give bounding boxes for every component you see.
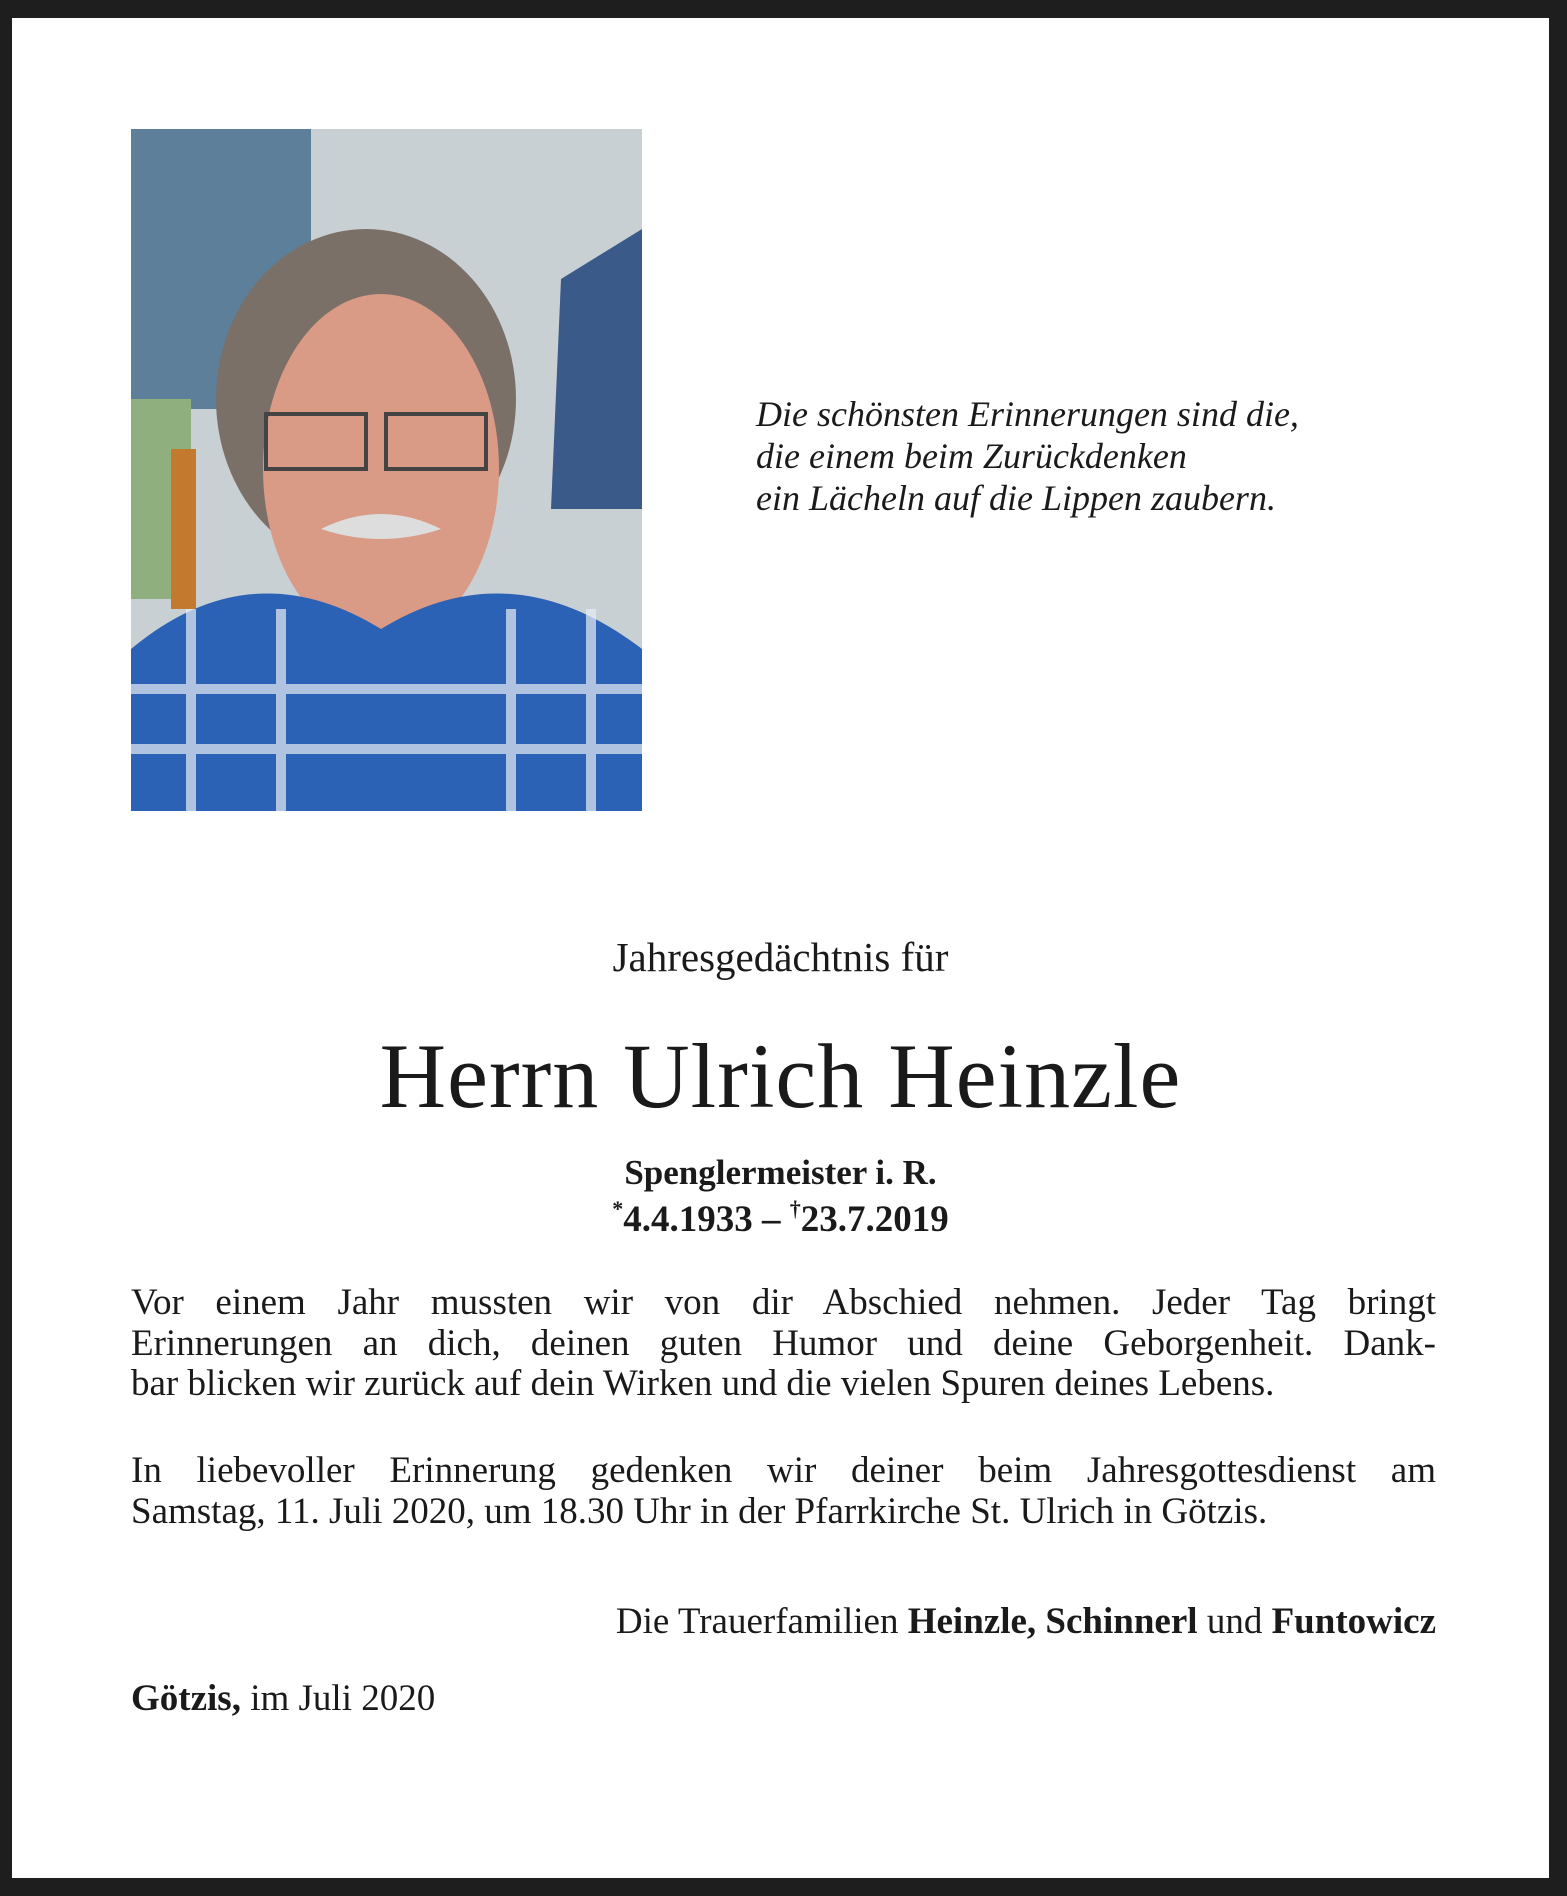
life-dates bbox=[12, 1198, 1549, 1241]
portrait-photo bbox=[131, 129, 642, 811]
obituary-page bbox=[12, 18, 1549, 1878]
family-name: Funtowicz bbox=[1271, 1601, 1436, 1642]
birth-date: 4.4.1933 bbox=[623, 1199, 753, 1240]
paragraph-service bbox=[131, 1451, 1436, 1532]
family-name: Schinnerl bbox=[1045, 1601, 1198, 1642]
paragraph-remembrance bbox=[131, 1283, 1436, 1405]
place-city: Götzis, bbox=[131, 1678, 241, 1719]
place-date bbox=[131, 1677, 435, 1720]
quote-line: ein Lächeln auf die Lippen zaubern. bbox=[756, 478, 1276, 518]
signature-joiner: und bbox=[1197, 1601, 1272, 1642]
quote-line: die einem beim Zurückdenken bbox=[756, 436, 1187, 476]
deceased-name: Herrn Ulrich Heinzle bbox=[379, 1025, 1182, 1127]
text-line: Samstag, 11. Juli 2020, um 18.30 Uhr in der Pfarrkirche St. Ulrich in Götzis. bbox=[131, 1490, 1268, 1532]
text-line: Erinnerungen an dich, deinen guten Humor und deine Geborgenheit. Dank- bbox=[131, 1322, 1436, 1364]
quote-line: Die schönsten Erinnerungen sind die, bbox=[756, 394, 1299, 434]
death-date: 23.7.2019 bbox=[800, 1199, 949, 1240]
text-line: bar blicken wir zurück auf dein Wirken und die vielen Spuren deines Lebens. bbox=[131, 1363, 1275, 1404]
death-cross-icon: † bbox=[789, 1196, 801, 1221]
family-name: Heinzle, bbox=[907, 1601, 1037, 1642]
text-line: In liebevoller Erinnerung gedenken wir deiner beim Jahresgottesdienst am bbox=[131, 1450, 1436, 1491]
birth-star-icon: * bbox=[612, 1196, 624, 1221]
family-signature bbox=[131, 1600, 1436, 1643]
place-month: im Juli 2020 bbox=[240, 1678, 436, 1719]
memorial-quote bbox=[756, 393, 1299, 519]
deceased-title: Spenglermeister i. R. bbox=[624, 1153, 937, 1192]
date-separator: – bbox=[752, 1199, 790, 1240]
text-line: Vor einem Jahr mussten wir von dir Abschied nehmen. Jeder Tag bringt bbox=[131, 1282, 1436, 1323]
signature-prefix: Die Trauerfamilien bbox=[615, 1601, 908, 1642]
intro-heading: Jahresgedächtnis für bbox=[612, 934, 949, 980]
